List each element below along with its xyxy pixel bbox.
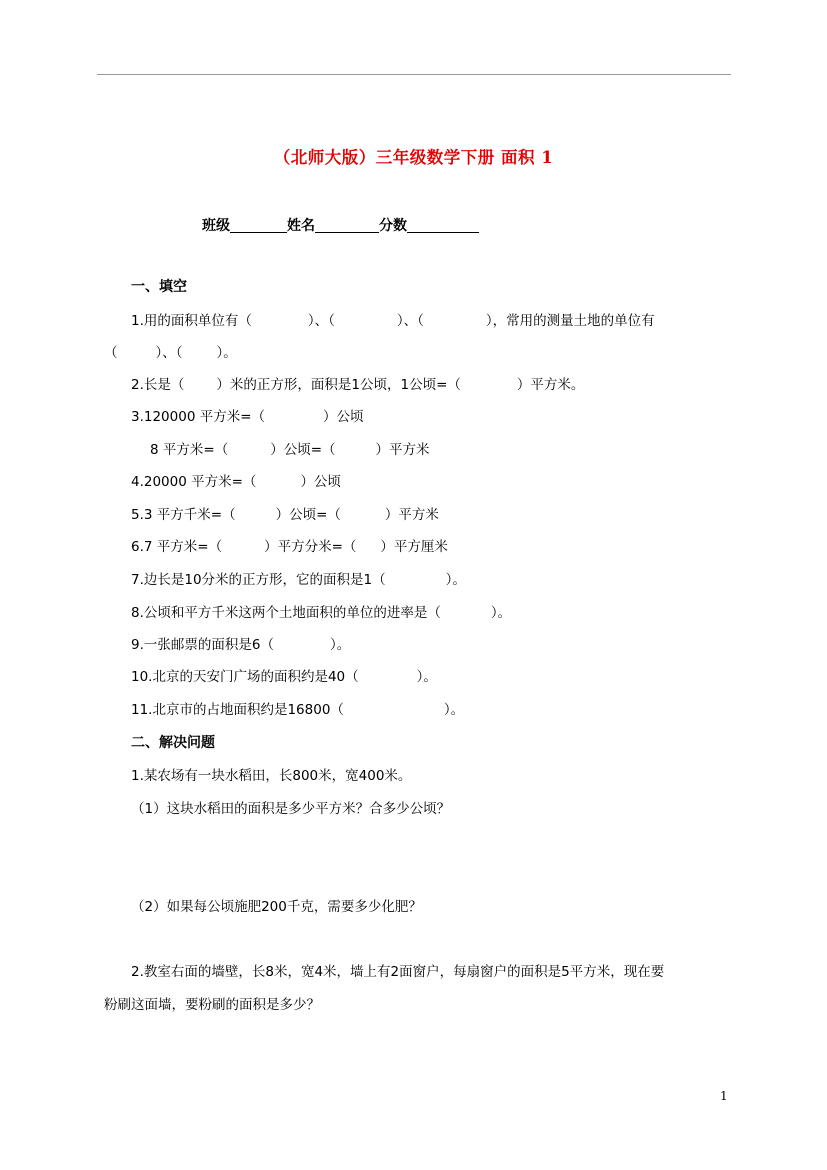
- class-blank[interactable]: [230, 218, 287, 233]
- question-8: [131, 603, 511, 623]
- q1-text-d: ），常用的测量土地的单位有: [485, 313, 655, 329]
- document-title: （北师大版）三年级数学下册 面积 1: [273, 148, 554, 167]
- section-solve-heading: 二、解决问题: [131, 735, 215, 751]
- q11-text-b: ）。: [443, 702, 465, 718]
- name-blank[interactable]: [315, 218, 379, 233]
- q3b-text-a: 8 平方米=（: [150, 442, 229, 458]
- q3b-text-b: ）公顷=（: [270, 442, 336, 458]
- q6-text-b: ）平方分米=（: [264, 539, 357, 555]
- question-3: [131, 407, 364, 427]
- q8-text-a: 8.公顷和平方千米这两个土地面积的单位的进率是（: [131, 605, 441, 621]
- question-1-line-1: [131, 311, 655, 331]
- problem-1: 1.某农场有一块水稻田，长800米，宽400米。: [131, 768, 412, 784]
- problem-1-part-2: （2）如果每公顷施肥200千克，需要多少化肥？: [131, 899, 422, 915]
- question-2: [131, 375, 584, 395]
- q1-text-e: （: [104, 345, 118, 361]
- q6-text-c: ）平方厘米: [380, 539, 448, 555]
- q7-text-a: 7.边长是10分米的正方形，它的面积是1（: [131, 572, 386, 588]
- q2-text-a: 2.长是（: [131, 377, 185, 393]
- q9-text-b: ）。: [329, 637, 351, 653]
- q3b-text-c: ）平方米: [375, 442, 430, 458]
- q5-text-c: ）平方米: [384, 507, 439, 523]
- section-fill-heading: 一、填空: [131, 279, 187, 295]
- q1-text-b: ）、（: [307, 313, 335, 329]
- q1-text-c: ）、（: [396, 313, 424, 329]
- question-1-line-2: [104, 343, 237, 363]
- header-rule: [97, 74, 731, 75]
- name-label: 姓名: [287, 218, 315, 234]
- question-3-part-2: [150, 440, 430, 460]
- q1-text-f: ）、（: [155, 345, 183, 361]
- q5-text-b: ）公顷=（: [275, 507, 341, 523]
- problem-2-line-2: 粉刷这面墙，要粉刷的面积是多少？: [104, 997, 320, 1013]
- q5-text-a: 5.3 平方千米=（: [131, 507, 236, 523]
- question-9: [131, 635, 350, 655]
- q4-text-b: ）公顷: [300, 474, 341, 490]
- q1-text-g: ）。: [216, 345, 237, 361]
- q3-text-a: 3.120000 平方米=（: [131, 409, 266, 425]
- q3-text-b: ）公顷: [323, 409, 364, 425]
- class-label: 班级: [202, 218, 230, 234]
- q11-text-a: 11.北京市的占地面积约是16800（: [131, 702, 344, 718]
- q10-text-b: ）。: [416, 669, 437, 685]
- question-6: [131, 537, 448, 557]
- q4-text-a: 4.20000 平方米=（: [131, 474, 257, 490]
- question-11: [131, 700, 464, 720]
- q8-text-b: ）。: [490, 605, 512, 621]
- problem-2-line-1: 2.教室右面的墙壁，长8米，宽4米，墙上有2面窗户，每扇窗户的面积是5平方米，现在要: [131, 964, 665, 980]
- question-10: [131, 667, 437, 687]
- page-number: 1: [720, 1089, 728, 1103]
- q10-text-a: 10.北京的天安门广场的面积约是40（: [131, 669, 359, 685]
- question-4: [131, 472, 341, 492]
- q6-text-a: 6.7 平方米=（: [131, 539, 223, 555]
- student-info-line: [202, 215, 479, 235]
- q2-text-b: ）米的正方形，面积是1公顷，1公顷=（: [216, 377, 461, 393]
- question-5: [131, 505, 439, 525]
- q1-text-a: 1.用的面积单位有（: [131, 313, 252, 329]
- score-label: 分数: [379, 218, 407, 234]
- q7-text-b: ）。: [445, 572, 466, 588]
- problem-1-part-1: （1）这块水稻田的面积是多少平方米？合多少公顷？: [131, 801, 451, 817]
- question-7: [131, 570, 466, 590]
- q9-text-a: 9.一张邮票的面积是6（: [131, 637, 274, 653]
- q2-text-c: ）平方米。: [516, 377, 585, 393]
- score-blank[interactable]: [407, 218, 479, 233]
